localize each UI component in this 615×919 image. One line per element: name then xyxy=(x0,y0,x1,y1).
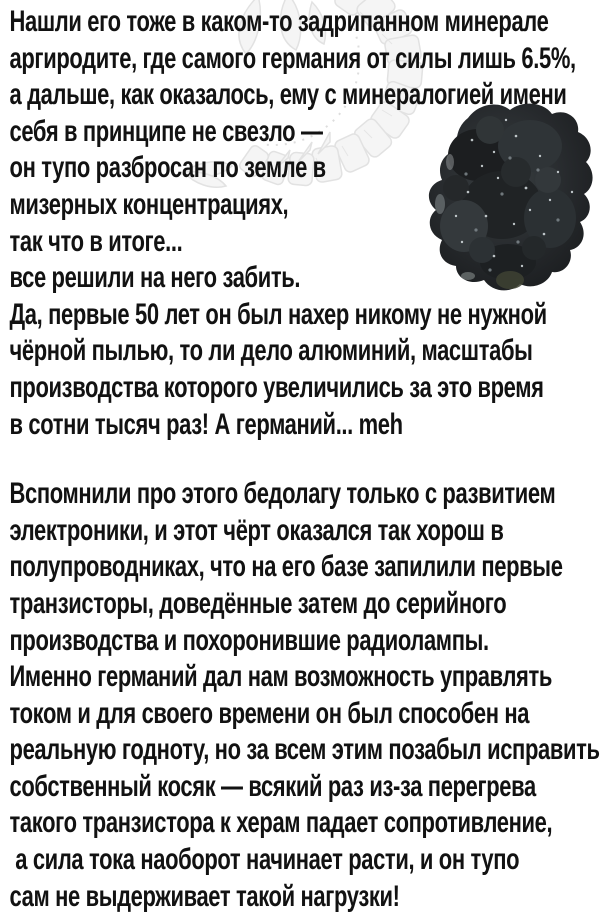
text-line: Именно германий дал нам возможность управлять xyxy=(9,660,553,694)
text-line: Нашли его тоже в каком-то задрипанном минерале xyxy=(9,5,549,38)
text-line: током и для своего времени он был способен на xyxy=(9,696,530,730)
text-line: а сила тока наоборот начинает расти, и он тупо xyxy=(9,843,520,877)
text-line: производства которого увеличились за это время xyxy=(9,370,544,404)
text-line: а дальше, как оказалось, ему с минералогией имени xyxy=(9,78,567,112)
text-line: реальную годноту, но за всем этим позабыл исправить xyxy=(9,733,600,767)
text-line: он тупо разбросан по земле в xyxy=(9,151,326,185)
text-line: Вспомнили про этого бедолагу только с развитием xyxy=(9,477,556,511)
text-line: сам не выдерживает такой нагрузки! xyxy=(9,879,400,913)
text-line: Да, первые 50 лет он был нахер никому не нужной xyxy=(9,297,547,331)
text-line: производства и похоронившие радиолампы. xyxy=(9,623,489,657)
text-line: электроники, и этот чёрт оказался так хорош в xyxy=(9,513,504,547)
text-line: мизерных концентрациях, xyxy=(9,187,289,221)
text-line: в сотни тысяч раз! А германий... meh xyxy=(9,407,403,441)
text-line: такого транзистора к херам падает сопротивление, xyxy=(9,806,553,840)
text-line: собственный косяк — всякий раз из-за перегрева xyxy=(9,769,536,803)
text-line: чёрной пылью, то ли дело алюминий, масштабы xyxy=(9,334,533,368)
text-line: все решили на него забить. xyxy=(9,261,301,295)
text-line: аргиродите, где самого германия от силы лишь 6.5%, xyxy=(9,41,576,75)
text-line: транзисторы, доведённые затем до серийного xyxy=(9,586,507,620)
text-line: так что в итоге... xyxy=(9,224,183,258)
text-line: полупроводниках, что на его базе запилили первые xyxy=(9,550,563,584)
text-line: себя в принципе не свезло — xyxy=(9,114,323,148)
